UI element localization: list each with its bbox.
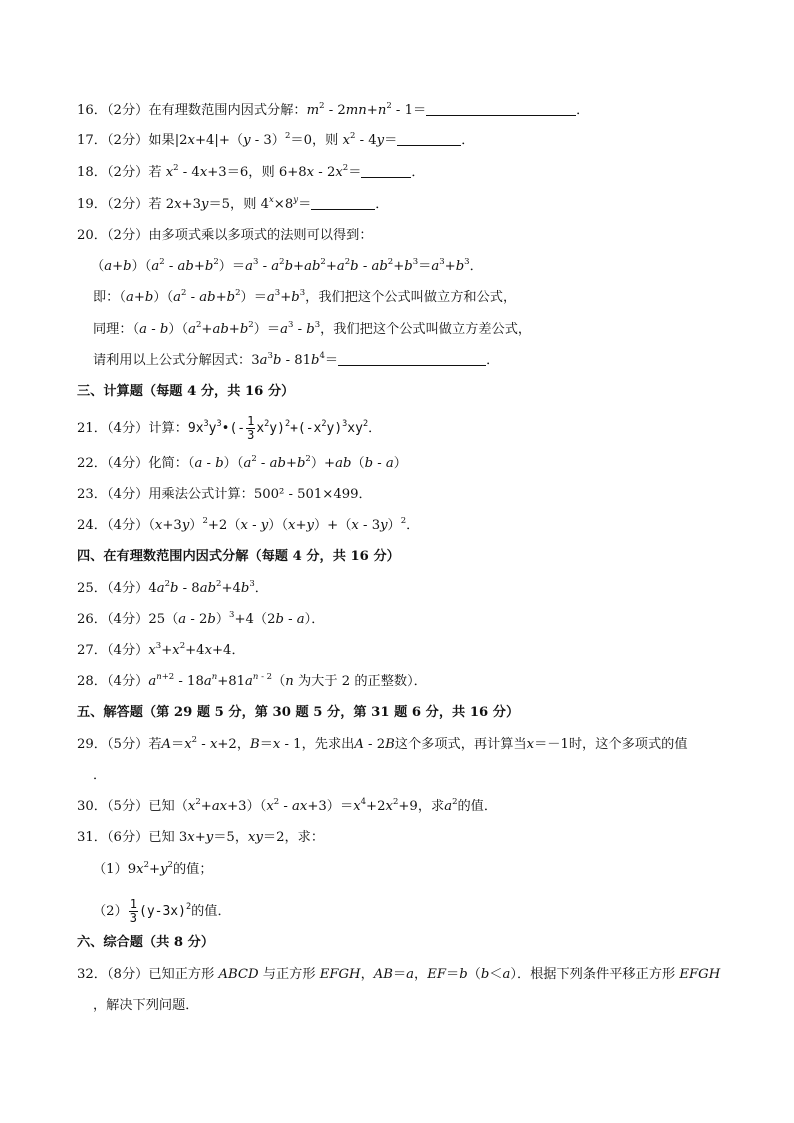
text: 已知正方形 <box>148 967 215 982</box>
question-number: 18． <box>77 165 107 180</box>
text: ，先求出 <box>301 737 355 752</box>
question-points: （6分） <box>106 830 149 845</box>
section-4-heading: 四、在有理数范围内因式分解（每题 4 分，共 16 分） <box>77 549 400 564</box>
question-30: 30．（5分）已知$(x^2+ax+3)(x^2 - ax+3)=x^4+2x^2+9$，求$a^2$的值． <box>77 797 498 814</box>
text: 已知 <box>148 799 175 814</box>
question-number: 19． <box>77 197 107 212</box>
question-20-line-2: 即：$(a+b)(a^2 - ab+b^2)=a^3+b^3$，我们把这个公式叫做立方和公式， <box>93 288 517 305</box>
question-points: （4分） <box>106 518 149 533</box>
question-20-line-1: $(a+b)(a^2 - ab+b^2)=a^3 - a^2b+ab^2+a^2b - ab^2+b^3=a^3+b^3$． <box>91 257 483 274</box>
question-points: （4分） <box>106 581 149 596</box>
text: 的值． <box>191 904 231 919</box>
question-28: 28．（4分）$a^{n+2} - 18a^n+81a^{n - 2}(n$ 为大于 2 的正整数）． <box>77 672 427 689</box>
text: 请利用以上公式分解因式： <box>93 353 252 368</box>
question-points: （2分） <box>106 133 149 148</box>
answer-blank[interactable] <box>338 353 486 366</box>
formula: $9x^3y^3•(-$ $\frac{1}{3}$ $x^2y)^2+(-x^2y)^3xy^2$ <box>187 414 369 442</box>
question-points: （4分） <box>106 643 149 658</box>
question-text: 用乘法公式计算：500² - 501×499． <box>148 487 372 502</box>
question-20 <box>77 227 373 245</box>
question-number: 21． <box>77 421 107 436</box>
question-text: 若 <box>148 165 162 180</box>
question-29-cont: ． <box>93 768 107 783</box>
question-number: 27． <box>77 643 107 658</box>
question-24: 24．（4分）$(x+3y)^2+2(x - y)(x+y)+(x - 3y)^2$． <box>77 516 420 533</box>
question-17: 17．（2分）如果|2x+4|+（y - 3）$^2$＝0，则 $x^2 - 4y=$ ． <box>77 131 475 148</box>
text: ，求 <box>417 799 445 814</box>
answer-blank[interactable] <box>311 197 375 210</box>
question-27: 27．（4分）$x^3+x^2+4x+4$． <box>77 641 245 658</box>
answer-blank[interactable] <box>397 133 461 146</box>
question-points: （4分） <box>106 612 149 627</box>
question-points: （2分） <box>106 103 149 118</box>
question-number: 30． <box>77 799 107 814</box>
question-number: 24． <box>77 518 107 533</box>
question-points: （4分） <box>106 456 149 471</box>
section-6-heading: 六、综合题（共 8 分） <box>77 935 215 950</box>
question-points: （2分） <box>106 165 149 180</box>
question-23 <box>77 486 372 504</box>
question-points: （5分） <box>106 799 149 814</box>
question-18: 18．（2分）若 $x^2 - 4x+3=6$，则 $6+8x - 2x^2=$ ． <box>77 163 425 180</box>
text: 即： <box>93 290 120 305</box>
text: ，求： <box>284 830 325 845</box>
question-31: 31．（6分）已知 3x+y＝5，xy＝2，求： <box>77 830 325 845</box>
question-number: 32． <box>77 967 107 982</box>
question-points: （4分） <box>106 674 149 689</box>
question-25: 25．（4分）$4a^2b - 8ab^2+4b^3$． <box>77 579 268 596</box>
question-number: 25． <box>77 581 107 596</box>
question-points: （8分） <box>106 967 149 982</box>
question-points: （4分） <box>106 421 149 436</box>
question-text: 如果 <box>148 133 175 148</box>
question-number: 20． <box>77 228 107 243</box>
text: ，我们把这个公式叫做立方差公式， <box>320 322 532 337</box>
text: 同理： <box>93 322 133 337</box>
text: ．根据下列条件平移正方形 <box>516 967 676 982</box>
question-31-part-1: $(1)9x^2+y^2$的值； <box>93 860 213 877</box>
question-text: 若 2 <box>148 197 175 212</box>
question-text: 计算： <box>148 421 188 436</box>
question-32-cont: ，解决下列问题． <box>93 998 199 1013</box>
question-text: 化简： <box>148 456 188 471</box>
text: 与正方形 <box>262 967 316 982</box>
question-20-line-3: 同理：$(a - b)(a^2+ab+b^2)=a^3 - b^3$，我们把这个公式叫做立方差公式， <box>93 320 532 337</box>
question-points: （2分） <box>106 228 149 243</box>
question-20-line-4: 请利用以上公式分解因式：$3a^3b - 81b^4=$ ． <box>93 351 500 368</box>
question-26: 26．（4分）25（a - 2b）$^3$+4（2b - a）． <box>77 610 325 627</box>
text: 为大于 2 的正整数）． <box>297 674 427 689</box>
question-points: （4分） <box>106 487 149 502</box>
question-number: 26． <box>77 612 107 627</box>
section-5-heading: 五、解答题（第 29 题 5 分，第 30 题 5 分，第 31 题 6 分，共 16 分） <box>77 705 520 720</box>
question-points: （5分） <box>106 737 149 752</box>
answer-blank[interactable] <box>426 103 576 116</box>
question-22: 22．（4分）化简：$(a - b)(a^2 - ab+b^2)+ab(b - a)$ <box>77 454 407 471</box>
text: （2） <box>93 904 128 919</box>
text: 已知 3 <box>148 830 188 845</box>
text: 若 <box>148 737 162 752</box>
question-text: 由多项式乘以多项式的法则可以得到： <box>148 228 373 243</box>
text: 时，这个多项式的值 <box>568 737 688 752</box>
question-number: 28． <box>77 674 107 689</box>
question-number: 29． <box>77 737 107 752</box>
question-text: 在有理数范围内因式分解： <box>148 103 307 118</box>
question-31-part-2 <box>93 898 231 925</box>
question-29: 29．（5分）若$A=x^2 - x+2$，B＝x - 1，先求出A - 2B这个多项式，再计算当x＝－1时，这个多项式的值 <box>77 735 688 752</box>
question-number: 31． <box>77 830 107 845</box>
answer-blank[interactable] <box>361 165 411 178</box>
section-3-heading: 三、计算题（每题 4 分，共 16 分） <box>77 384 295 399</box>
question-number: 16． <box>77 103 107 118</box>
text: （1） <box>93 862 128 877</box>
question-32: 32．（8分）已知正方形 ABCD 与正方形 EFGH，AB＝a，EF＝b（b＜a）．根据下列条件平移正方形 EFGH <box>77 967 721 982</box>
formula: $\frac{1}{3}$ $(y-3x)^2$ <box>129 897 192 925</box>
question-number: 23． <box>77 487 107 502</box>
question-21: 21．（4分）计算：$9x^3y^3•(-$ $\frac{1}{3}$ $x^2y)^2+(-x^2y)^3xy^2$． <box>77 414 382 442</box>
text: 的值． <box>457 799 498 814</box>
question-number: 17． <box>77 133 107 148</box>
question-points: （2分） <box>106 197 149 212</box>
question-19: 19．（2分）若 2x+3y＝5，则 $4^x\times 8^y=$ ． <box>77 195 389 212</box>
text: 的值； <box>172 862 213 877</box>
question-16: 16．（2分）在有理数范围内因式分解：$m^2 - 2mn+n^2 - 1=$ ． <box>77 101 590 118</box>
question-number: 22． <box>77 456 107 471</box>
text: ，我们把这个公式叫做立方和公式， <box>305 290 517 305</box>
text: 这个多项式，再计算当 <box>394 737 527 752</box>
